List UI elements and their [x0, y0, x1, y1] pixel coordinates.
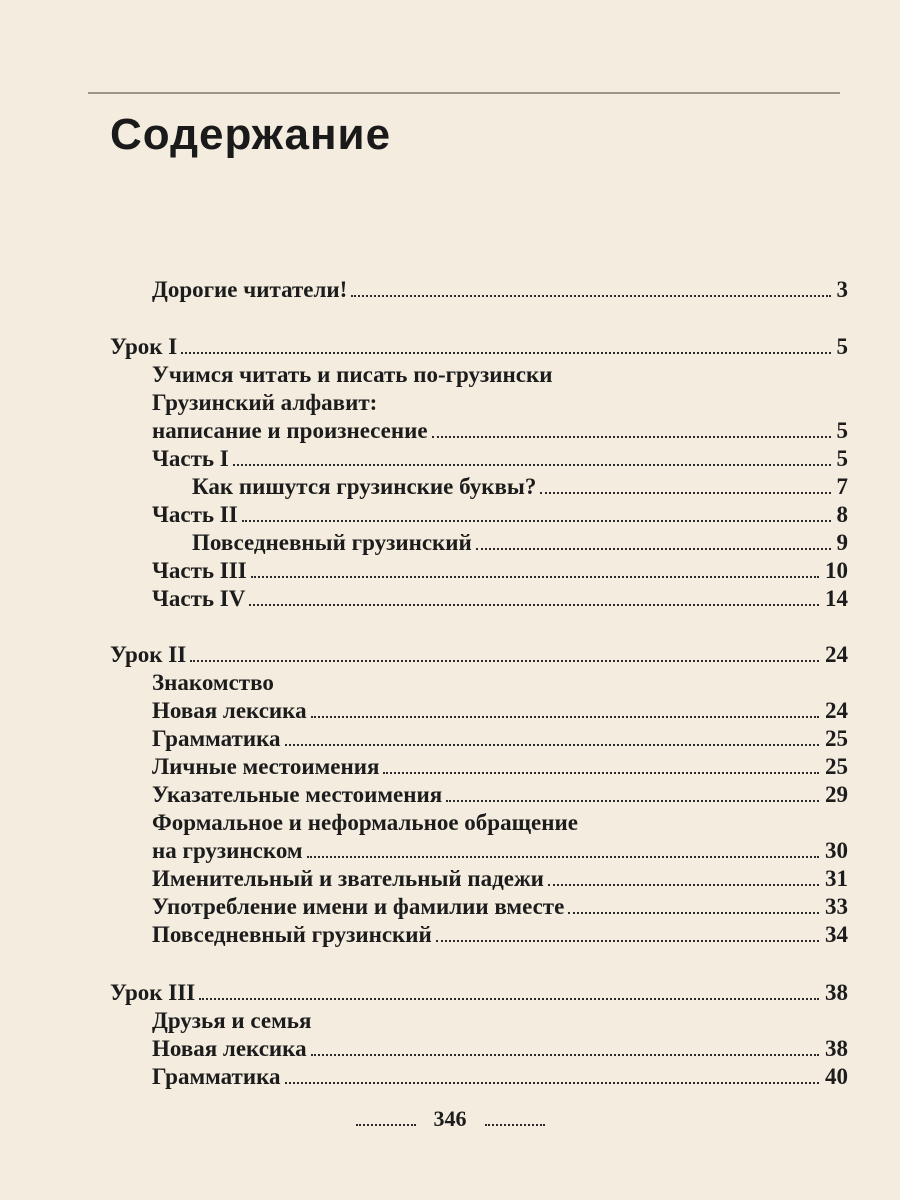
- toc-entry-page: 25: [825, 726, 848, 751]
- toc-leader-dots: [285, 744, 819, 746]
- toc-entry: [192, 473, 848, 501]
- toc-entry-title: Как пишутся грузинские буквы?: [192, 474, 537, 499]
- toc-leader-dots: [199, 998, 819, 1000]
- toc-entry: [152, 1063, 848, 1091]
- toc-entry-title: написание и произнесение: [152, 418, 428, 443]
- toc-entry-title: Часть IV: [152, 586, 246, 611]
- toc-leader-dots: [181, 352, 830, 354]
- toc-entry-title: Часть II: [152, 502, 238, 527]
- toc-entry: [152, 276, 848, 304]
- toc-entry-page: 40: [825, 1064, 848, 1089]
- toc-entry-page: 5: [836, 418, 848, 443]
- toc-lesson-heading: [110, 979, 848, 1007]
- toc-entry: [152, 557, 848, 585]
- toc-entry-title: Грузинский алфавит:: [152, 390, 378, 415]
- toc-entry: [152, 501, 848, 529]
- toc-leader-dots: [311, 1054, 819, 1056]
- toc-entry-title: Новая лексика: [152, 698, 307, 723]
- toc-entry-title: Дорогие читатели!: [152, 277, 348, 302]
- toc-leader-dots: [476, 548, 831, 550]
- toc-entry-page: 24: [825, 642, 848, 667]
- toc-entry-page: 9: [836, 530, 848, 555]
- toc-entry-title: Грамматика: [152, 726, 281, 751]
- toc-entry-title: Урок III: [110, 980, 196, 1005]
- toc-entry-page: 5: [836, 334, 848, 359]
- toc-entry: [152, 585, 848, 613]
- toc-entry-title: Употребление имени и фамилии вместе: [152, 894, 565, 919]
- toc-entry-page: 31: [825, 866, 848, 891]
- toc-entry-page: 29: [825, 782, 848, 807]
- toc-entry-page: 33: [825, 894, 848, 919]
- toc-entry-page: 24: [825, 698, 848, 723]
- toc-entry-title: Знакомство: [152, 670, 274, 695]
- toc-leader-dots: [432, 436, 831, 438]
- page-number: 346: [433, 1106, 467, 1131]
- toc-entry: [152, 781, 848, 809]
- toc-entry: [152, 1035, 848, 1063]
- toc-entry-title: Грамматика: [152, 1064, 281, 1089]
- toc-entry: [152, 865, 848, 893]
- toc-entry-page: 14: [825, 586, 848, 611]
- toc-leader-dots: [307, 856, 819, 858]
- toc-leader-dots: [285, 1082, 819, 1084]
- toc-entry: [152, 921, 848, 949]
- toc-entry-page: 10: [825, 558, 848, 583]
- toc-leader-dots: [242, 520, 831, 522]
- toc-entry-page: 38: [825, 980, 848, 1005]
- toc-entry: [152, 445, 848, 473]
- toc-leader-dots: [251, 576, 819, 578]
- toc-entry-title: Друзья и семья: [152, 1008, 312, 1033]
- toc-entry-page: 7: [836, 474, 848, 499]
- toc-entry-title: Повседневный грузинский: [152, 922, 432, 947]
- toc-entry-title: Урок II: [110, 642, 187, 667]
- toc-entry-title: Учимся читать и писать по-грузински: [152, 362, 553, 387]
- toc-entry: [152, 837, 848, 865]
- toc-entry-title: Часть I: [152, 446, 229, 471]
- toc-leader-dots: [383, 772, 819, 774]
- header-rule: [88, 92, 840, 94]
- toc-entry-page: 3: [836, 277, 848, 302]
- toc-leader-dots: [436, 940, 819, 942]
- toc-entry: [152, 417, 848, 445]
- toc-entry-title: Личные местоимения: [152, 754, 380, 779]
- toc-leader-dots: [568, 912, 819, 914]
- toc-entry-title: Повседневный грузинский: [192, 530, 472, 555]
- toc-entry: [192, 529, 848, 557]
- toc-entry-title: на грузинском: [152, 838, 303, 863]
- toc-leader-dots: [311, 716, 819, 718]
- toc-entry-title: Формальное и неформальное обращение: [152, 810, 578, 835]
- toc-entry-title: Часть III: [152, 558, 247, 583]
- toc-lesson-heading: [110, 333, 848, 361]
- toc-leader-dots: [233, 464, 831, 466]
- toc-leader-dots: [351, 295, 830, 297]
- footer-ornament-right: [485, 1124, 545, 1126]
- toc-entry-title: Новая лексика: [152, 1036, 307, 1061]
- toc-entry-title: Урок I: [110, 334, 178, 359]
- toc-entry-page: 30: [825, 838, 848, 863]
- toc-leader-dots: [249, 604, 819, 606]
- toc-leader-dots: [446, 800, 819, 802]
- toc-leader-dots: [548, 884, 819, 886]
- toc-entry: [152, 753, 848, 781]
- toc-entry-page: 25: [825, 754, 848, 779]
- toc-entry-page: 8: [836, 502, 848, 527]
- toc-lesson-heading: [110, 641, 848, 669]
- footer-ornament-left: [356, 1124, 416, 1126]
- toc-leader-dots: [190, 660, 819, 662]
- toc-entry-page: 38: [825, 1036, 848, 1061]
- toc-entry-page: 34: [825, 922, 848, 947]
- toc-entry-title: Именительный и звательный падежи: [152, 866, 544, 891]
- page-footer: [0, 1106, 900, 1132]
- page-title: Содержание: [110, 110, 392, 159]
- toc-entry: [152, 725, 848, 753]
- toc-entry: [152, 893, 848, 921]
- toc-entry-page: 5: [836, 446, 848, 471]
- toc-entry: [152, 697, 848, 725]
- toc-entry-title: Указательные местоимения: [152, 782, 443, 807]
- toc-leader-dots: [540, 492, 830, 494]
